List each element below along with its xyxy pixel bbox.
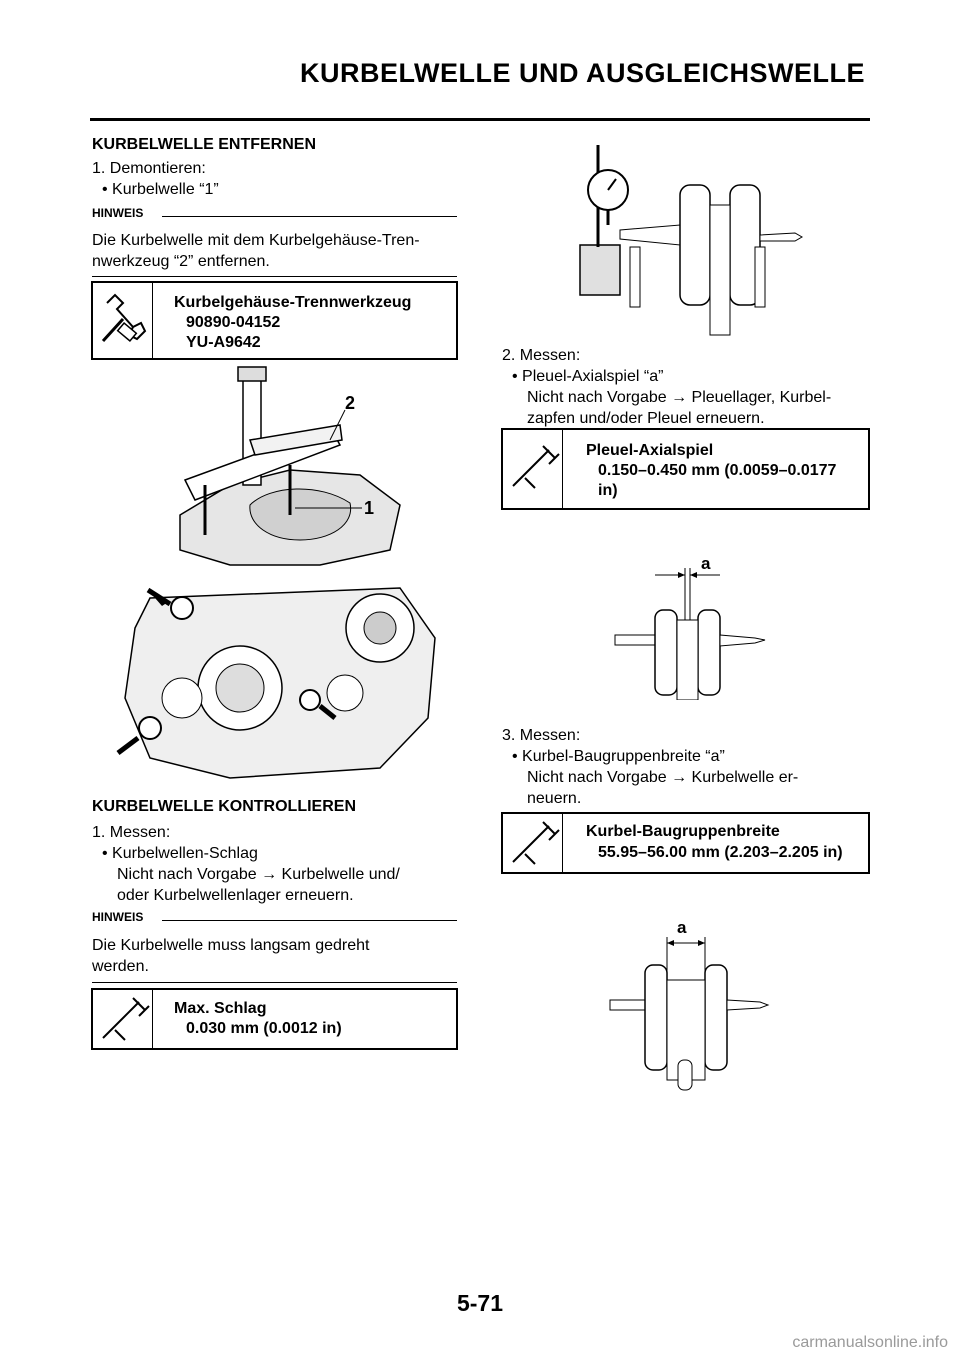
- note-line-1b: nwerkzeug “2” entfernen.: [92, 253, 270, 270]
- note-line-2b: werden.: [92, 958, 149, 975]
- spec-name-side-clearance: Pleuel-Axialspiel: [586, 442, 714, 459]
- callout-2: 2: [345, 393, 356, 413]
- note-line-1a: Die Kurbelwelle mit dem Kurbelgehäuse-Tren-: [92, 232, 420, 249]
- hinweis-label-1: HINWEIS: [92, 206, 144, 220]
- spec-value-side-clearance-1: 0.150–0.450 mm (0.0059–0.0177: [598, 462, 837, 479]
- side-clearance-action-2: zapfen und/oder Pleuel erneuern.: [527, 410, 765, 427]
- spec-icon-cell-2: [503, 430, 563, 508]
- note-end-rule-1: [92, 276, 457, 277]
- step-2-measure: 2. Messen:: [502, 347, 581, 364]
- crankshaft-width-illustration: [600, 935, 775, 1095]
- crankcase-separator-illustration: [100, 365, 445, 570]
- crankcase-half-illustration: [110, 578, 445, 783]
- label-a-side-clearance: a: [701, 554, 711, 573]
- caliper-icon: [503, 430, 562, 508]
- page-header-title: KURBELWELLE UND AUSGLEICHSWELLE: [300, 58, 865, 88]
- runout-measurement-illustration: [570, 135, 820, 345]
- spec-box-runout: [91, 988, 458, 1050]
- hinweis-rule-1: [162, 216, 457, 217]
- crankshaft-side-clearance-illustration: [610, 560, 770, 700]
- bullet-runout: • Kurbelwellen-Schlag: [102, 845, 258, 862]
- runout-action-1: Nicht nach Vorgabe → Kurbelwelle und/: [117, 866, 400, 883]
- runout-action-2: oder Kurbelwellenlager erneuern.: [117, 887, 354, 904]
- page-number: 5-71: [456, 1290, 504, 1316]
- caliper-icon: [93, 990, 152, 1048]
- spec-icon-cell: [93, 990, 153, 1048]
- callout-1: 1: [364, 498, 375, 518]
- hinweis-rule-2: [162, 920, 457, 921]
- watermark: carmanualsonline.info: [792, 1334, 948, 1351]
- bullet-side-clearance: • Pleuel-Axialspiel “a”: [512, 368, 664, 385]
- spec-name-crank-width: Kurbel-Baugruppenbreite: [586, 823, 780, 840]
- spec-value-crank-width: 55.95–56.00 mm (2.203–2.205 in): [598, 844, 843, 861]
- caliper-icon: [503, 814, 562, 872]
- tool-name: Kurbelgehäuse-Trennwerkzeug: [174, 294, 412, 311]
- header-rule: [90, 118, 870, 121]
- section-heading-inspect: KURBELWELLE KONTROLLIEREN: [92, 798, 356, 815]
- wrench-tool-icon: [93, 283, 152, 358]
- step-1-remove: 1. Demontieren:: [92, 160, 206, 177]
- section-heading-remove: KURBELWELLE ENTFERNEN: [92, 136, 316, 153]
- crank-width-action-1: Nicht nach Vorgabe → Kurbelwelle er-: [527, 769, 799, 786]
- label-a-crank-width: a: [677, 918, 687, 937]
- spec-name-runout: Max. Schlag: [174, 1000, 267, 1017]
- side-clearance-action-1: Nicht nach Vorgabe → Pleuellager, Kurbel-: [527, 389, 832, 406]
- spec-box-crank-width: [501, 812, 870, 874]
- crank-width-action-2: neuern.: [527, 790, 582, 807]
- bullet-crank-width: • Kurbel-Baugruppenbreite “a”: [512, 748, 725, 765]
- spec-icon-cell-3: [503, 814, 563, 872]
- tool-icon-cell: [93, 283, 153, 358]
- hinweis-label-2: HINWEIS: [92, 910, 144, 924]
- spec-value-side-clearance-2: in): [598, 482, 618, 499]
- tool-part-number-1: 90890-04152: [186, 314, 281, 331]
- note-line-2a: Die Kurbelwelle muss langsam gedreht: [92, 937, 370, 954]
- tool-box: [91, 281, 458, 360]
- spec-value-runout: 0.030 mm (0.0012 in): [186, 1020, 342, 1037]
- spec-box-side-clearance: [501, 428, 870, 510]
- bullet-crankshaft: • Kurbelwelle “1”: [102, 181, 219, 198]
- step-1-measure: 1. Messen:: [92, 824, 171, 841]
- note-end-rule-2: [92, 982, 457, 983]
- step-3-measure: 3. Messen:: [502, 727, 581, 744]
- tool-part-number-2: YU-A9642: [186, 334, 261, 351]
